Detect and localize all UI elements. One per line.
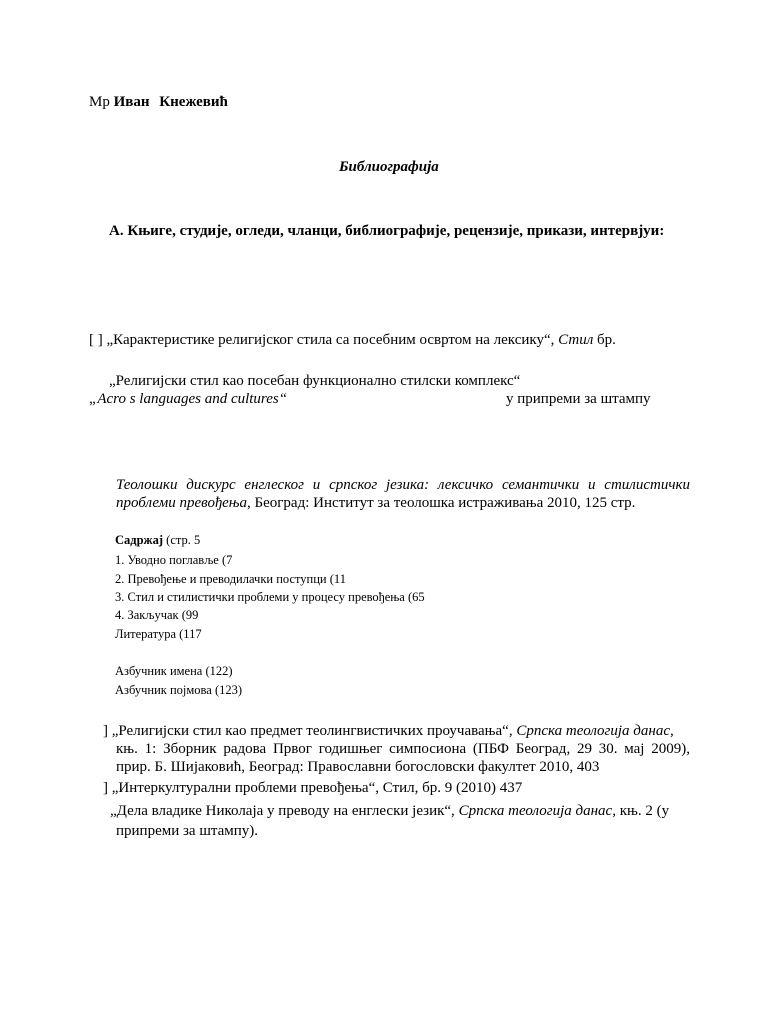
contents-item: 2. Превођење и преводилачки поступци (11 bbox=[115, 572, 346, 586]
author-prefix: Мр bbox=[89, 94, 110, 110]
entry-text: „Карактеристике религијског стила са посебним освртом на лексику“, bbox=[106, 332, 559, 348]
bibliography-entry-3-line-2: књ. 1: Зборник радова Првог годишњег симпосиона (ПБФ Београд, 29 30. мај 2009), bbox=[116, 741, 690, 757]
entry-journal: Стил bbox=[558, 332, 594, 348]
bibliography-entry-2-journal: „Acro s languages and cultures“ bbox=[89, 391, 288, 407]
entry-journal: Српска теологија данас, bbox=[458, 803, 616, 819]
contents-item: 1. Уводно поглавље (7 bbox=[115, 553, 233, 567]
author-last-name: Кнежевић bbox=[159, 94, 228, 110]
book-title-line-2 bbox=[116, 494, 635, 512]
entry-text: „Дела владике Николаја у преводу на енглески језик“, bbox=[110, 803, 459, 819]
entry-tail: бр. bbox=[593, 332, 616, 348]
entry-text: „Интеркултурални проблеми превођења“, Стил, бр. 9 (2010) 437 bbox=[111, 780, 523, 796]
entry-bracket: ] bbox=[103, 723, 108, 739]
book-title-end: проблеми превођења bbox=[116, 495, 247, 511]
contents-item: Литература (117 bbox=[115, 627, 202, 641]
contents-index: Азбучник имена (122) bbox=[115, 664, 233, 678]
bibliography-entry-5-line-2: припреми за штампу). bbox=[116, 823, 259, 839]
contents-heading-label: Садржај bbox=[115, 533, 164, 547]
entry-text: „Религијски стил као предмет теолингвистичких проучавања“, bbox=[111, 723, 517, 739]
bibliography-entry-2-title: „Религијски стил као посебан функционално стилски комплекс“ bbox=[109, 373, 521, 389]
document-title: Библиографија bbox=[339, 159, 439, 175]
entry-bracket: ] bbox=[103, 780, 108, 796]
author-first-name: Иван bbox=[113, 94, 150, 110]
bibliography-entry-2-status: у припреми за штампу bbox=[506, 391, 651, 407]
bibliography-entry-3 bbox=[103, 722, 674, 740]
author-name bbox=[89, 93, 228, 111]
section-heading: А. Књиге, студије, огледи, чланци, библиографије, рецензије, прикази, интервјуи: bbox=[109, 223, 665, 239]
bibliography-entry-1 bbox=[89, 331, 616, 349]
book-title-line-1: Теолошки дискурс енглеског и српског језика: лексичко семантички и стилистички bbox=[116, 477, 690, 493]
book-publication: , Београд: Институт за теолошка истраживања 2010, 125 стр. bbox=[247, 495, 636, 511]
bibliography-entry-3-line-3: прир. Б. Шијаковић, Београд: Православни богословски факултет 2010, 403 bbox=[116, 759, 600, 775]
contents-item: 4. Закључак (99 bbox=[115, 608, 199, 622]
contents-heading bbox=[115, 532, 200, 548]
contents-heading-page: (стр. 5 bbox=[163, 533, 201, 547]
entry-tail: књ. 2 (у bbox=[615, 803, 670, 819]
bibliography-entry-4 bbox=[103, 779, 522, 797]
entry-bracket: [ ] bbox=[89, 332, 103, 348]
contents-index: Азбучник појмова (123) bbox=[115, 683, 243, 697]
contents-item: 3. Стил и стилистички проблеми у процесу превођења (65 bbox=[115, 590, 425, 604]
entry-journal: Српска теологија данас, bbox=[516, 723, 674, 739]
bibliography-entry-5 bbox=[110, 802, 669, 820]
